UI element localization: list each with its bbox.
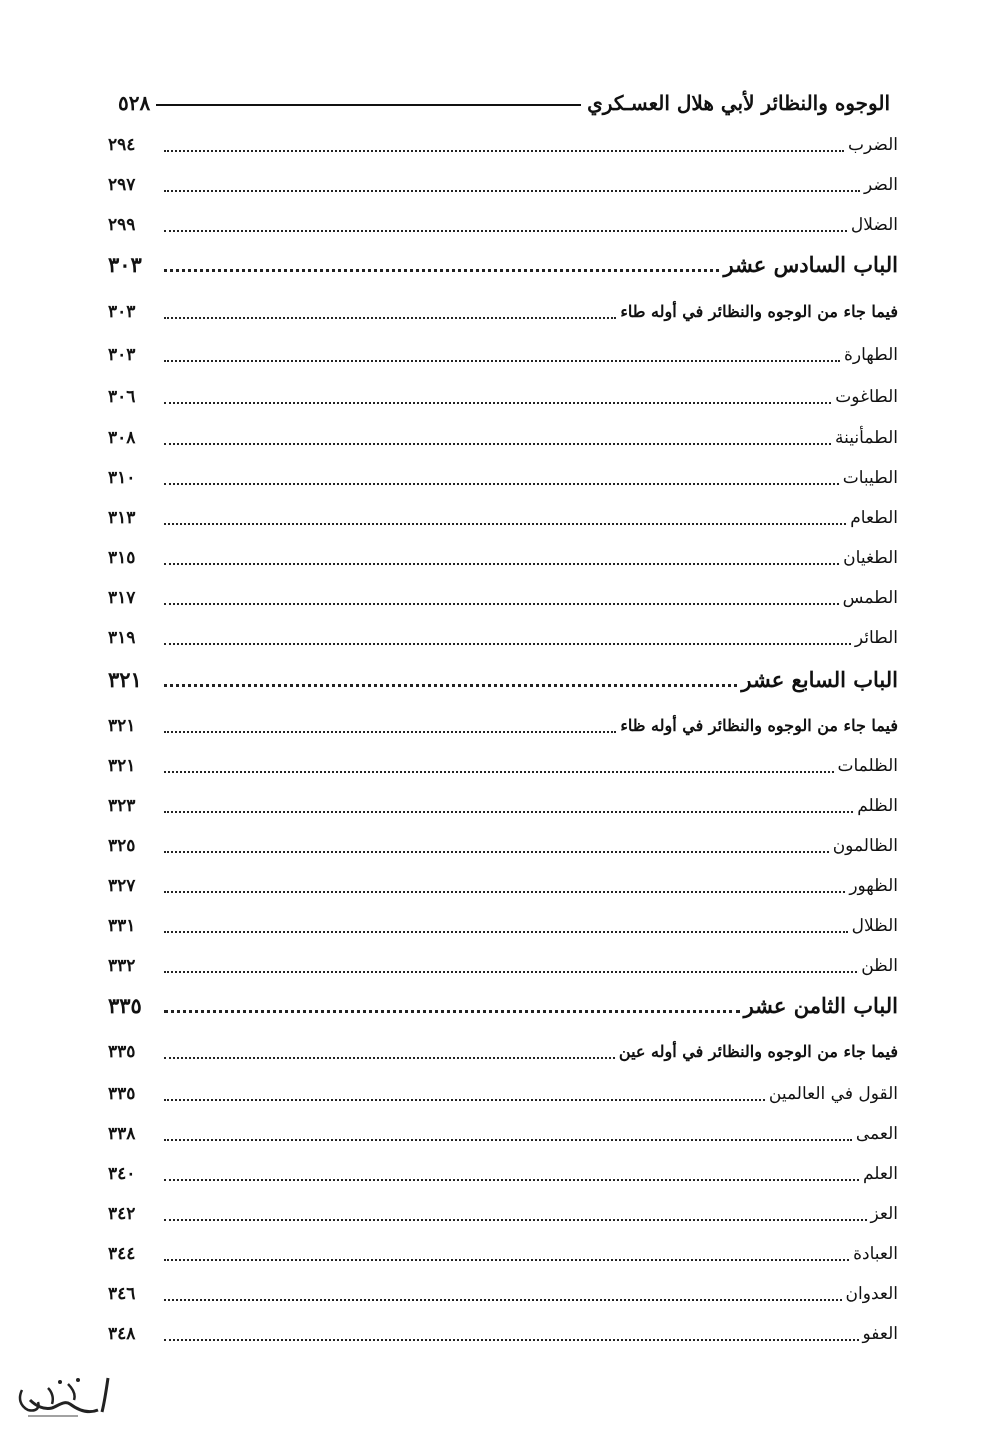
toc-label: الباب السادس عشر — [723, 252, 898, 277]
toc-leader-dots — [164, 1259, 849, 1261]
toc-page-number: ٢٩٩ — [108, 215, 136, 235]
running-header — [108, 90, 898, 116]
toc-label: الضرب — [847, 135, 898, 155]
toc-label: القول في العالمين — [768, 1084, 898, 1104]
toc-label: العمى — [855, 1124, 898, 1144]
toc-leader-dots — [164, 402, 831, 404]
toc-label: الطائر — [854, 628, 898, 648]
toc-section-row — [108, 707, 898, 741]
toc-entry-row — [108, 499, 898, 533]
toc-label: الطمس — [842, 588, 898, 608]
toc-leader-dots — [164, 269, 719, 272]
toc-entry-row — [108, 126, 898, 160]
toc-label: الظن — [861, 956, 898, 976]
toc-page-number: ٢٩٧ — [108, 175, 136, 195]
toc-chapter-row — [108, 987, 898, 1021]
toc-entry-row — [108, 419, 898, 453]
toc-label: الطمأنينة — [835, 428, 898, 448]
toc-entry-row — [108, 1155, 898, 1189]
toc-entry-row — [108, 827, 898, 861]
toc-page-number: ٣٤٨ — [108, 1324, 136, 1344]
toc-entry-row — [108, 787, 898, 821]
toc-label: الطغيان — [843, 548, 898, 568]
toc-leader-dots — [164, 771, 834, 773]
toc-label: العز — [870, 1204, 898, 1224]
toc-entry-row — [108, 867, 898, 901]
toc-entry-row — [108, 539, 898, 573]
toc-page-number: ٣٢١ — [108, 756, 136, 776]
toc-leader-dots — [164, 360, 840, 362]
toc-page-number: ٣٠٣ — [108, 345, 136, 365]
toc-page-number: ٣٠٨ — [108, 428, 136, 448]
toc-page-number: ٢٩٤ — [108, 135, 136, 155]
toc-page-number: ٣١٥ — [108, 548, 136, 568]
toc-label: الطاغوت — [835, 387, 898, 407]
header-title: الوجوه والنظائر لأبي هلال العسـكري — [587, 91, 890, 115]
toc-page-number: ٣١٠ — [108, 468, 136, 488]
toc-label: الظهور — [849, 876, 898, 896]
toc-page-number: ٣٤٠ — [108, 1164, 136, 1184]
toc-leader-dots — [164, 1299, 842, 1301]
header-page-number: ٥٢٨ — [118, 91, 151, 115]
toc-page-number: ٣٢٧ — [108, 876, 136, 896]
toc-entry-row — [108, 206, 898, 240]
toc-entry-row — [108, 166, 898, 200]
toc-leader-dots — [164, 483, 839, 485]
toc-leader-dots — [164, 1179, 859, 1181]
toc-page-number: ٣٠٣ — [108, 302, 136, 322]
toc-label: الظلمات — [837, 756, 898, 776]
toc-leader-dots — [164, 603, 839, 605]
toc-leader-dots — [164, 1219, 867, 1221]
toc-page-number: ٣٤٤ — [108, 1244, 136, 1264]
toc-label: العدوان — [845, 1284, 898, 1304]
toc-entry-row — [108, 1195, 898, 1229]
toc-page-number: ٣٤٦ — [108, 1284, 136, 1304]
toc-entry-row — [108, 336, 898, 370]
toc-label: الطيبات — [842, 468, 898, 488]
toc-label: الظلال — [851, 916, 898, 936]
toc-leader-dots — [164, 931, 848, 933]
toc-leader-dots — [164, 1139, 852, 1141]
toc-page-number: ٣٣٥ — [108, 1042, 136, 1062]
toc-page-number: ٣٣٨ — [108, 1124, 136, 1144]
toc-leader-dots — [164, 563, 839, 565]
toc-page-number: ٣٣٥ — [108, 993, 142, 1018]
toc-leader-dots — [164, 317, 616, 319]
toc-label: الباب السابع عشر — [741, 667, 898, 692]
toc-page-number: ٣١٣ — [108, 508, 136, 528]
publisher-logo — [8, 1370, 118, 1418]
toc-chapter-row — [108, 246, 898, 280]
toc-label: فيما جاء من الوجوه والنظائر في أوله طاء — [620, 302, 898, 321]
toc-section-row — [108, 1033, 898, 1067]
toc-leader-dots — [164, 150, 844, 152]
toc-label: العفو — [862, 1324, 898, 1344]
toc-page-number: ٣٢١ — [108, 716, 136, 736]
toc-leader-dots — [164, 891, 845, 893]
toc-entry-row — [108, 747, 898, 781]
toc-leader-dots — [164, 643, 851, 645]
toc-entry-row — [108, 1275, 898, 1309]
toc-page-number: ٣١٧ — [108, 588, 136, 608]
toc-chapter-row — [108, 661, 898, 695]
toc-label: فيما جاء من الوجوه والنظائر في أوله ظاء — [620, 716, 898, 735]
header-rule — [156, 104, 581, 106]
toc-leader-dots — [164, 684, 737, 687]
toc-leader-dots — [164, 1057, 615, 1059]
toc-leader-dots — [164, 731, 616, 733]
toc-page-number: ٣٢١ — [108, 667, 142, 692]
toc-entry-row — [108, 1315, 898, 1349]
toc-page-number: ٣١٩ — [108, 628, 136, 648]
toc-label: العبادة — [853, 1244, 898, 1264]
toc-label: الباب الثامن عشر — [743, 993, 898, 1018]
toc-leader-dots — [164, 811, 853, 813]
toc-entry-row — [108, 1235, 898, 1269]
toc-entry-row — [108, 619, 898, 653]
toc-page-number: ٣٠٣ — [108, 252, 142, 277]
toc-leader-dots — [164, 851, 829, 853]
toc-leader-dots — [164, 971, 857, 973]
toc-leader-dots — [164, 1099, 765, 1101]
toc-page-number: ٣٣٢ — [108, 956, 136, 976]
toc-leader-dots — [164, 230, 847, 232]
toc-label: الظلم — [857, 796, 898, 816]
toc-entry-row — [108, 378, 898, 412]
toc-label: الضر — [863, 175, 898, 195]
toc-entry-row — [108, 1115, 898, 1149]
toc-section-row — [108, 293, 898, 327]
toc-leader-dots — [164, 1010, 740, 1013]
toc-page-number: ٣٠٦ — [108, 387, 136, 407]
toc-page-number: ٣٤٢ — [108, 1204, 136, 1224]
toc-entry-row — [108, 1075, 898, 1109]
toc-leader-dots — [164, 523, 846, 525]
toc-label: الظالمون — [832, 836, 898, 856]
toc-entry-row — [108, 907, 898, 941]
toc-label: الطعام — [850, 508, 898, 528]
toc-leader-dots — [164, 1339, 859, 1341]
toc-leader-dots — [164, 190, 860, 192]
toc-page-number: ٣٢٥ — [108, 836, 136, 856]
toc-page-number: ٣٣٥ — [108, 1084, 136, 1104]
toc-label: العلم — [862, 1164, 898, 1184]
toc-leader-dots — [164, 443, 831, 445]
toc-entry-row — [108, 947, 898, 981]
toc-label: الطهارة — [844, 345, 898, 365]
toc-page-number: ٣٣١ — [108, 916, 136, 936]
toc-page-number: ٣٢٣ — [108, 796, 136, 816]
toc-label: الضلال — [850, 215, 898, 235]
toc-entry-row — [108, 459, 898, 493]
toc-entry-row — [108, 579, 898, 613]
toc-label: فيما جاء من الوجوه والنظائر في أوله عين — [618, 1042, 898, 1061]
